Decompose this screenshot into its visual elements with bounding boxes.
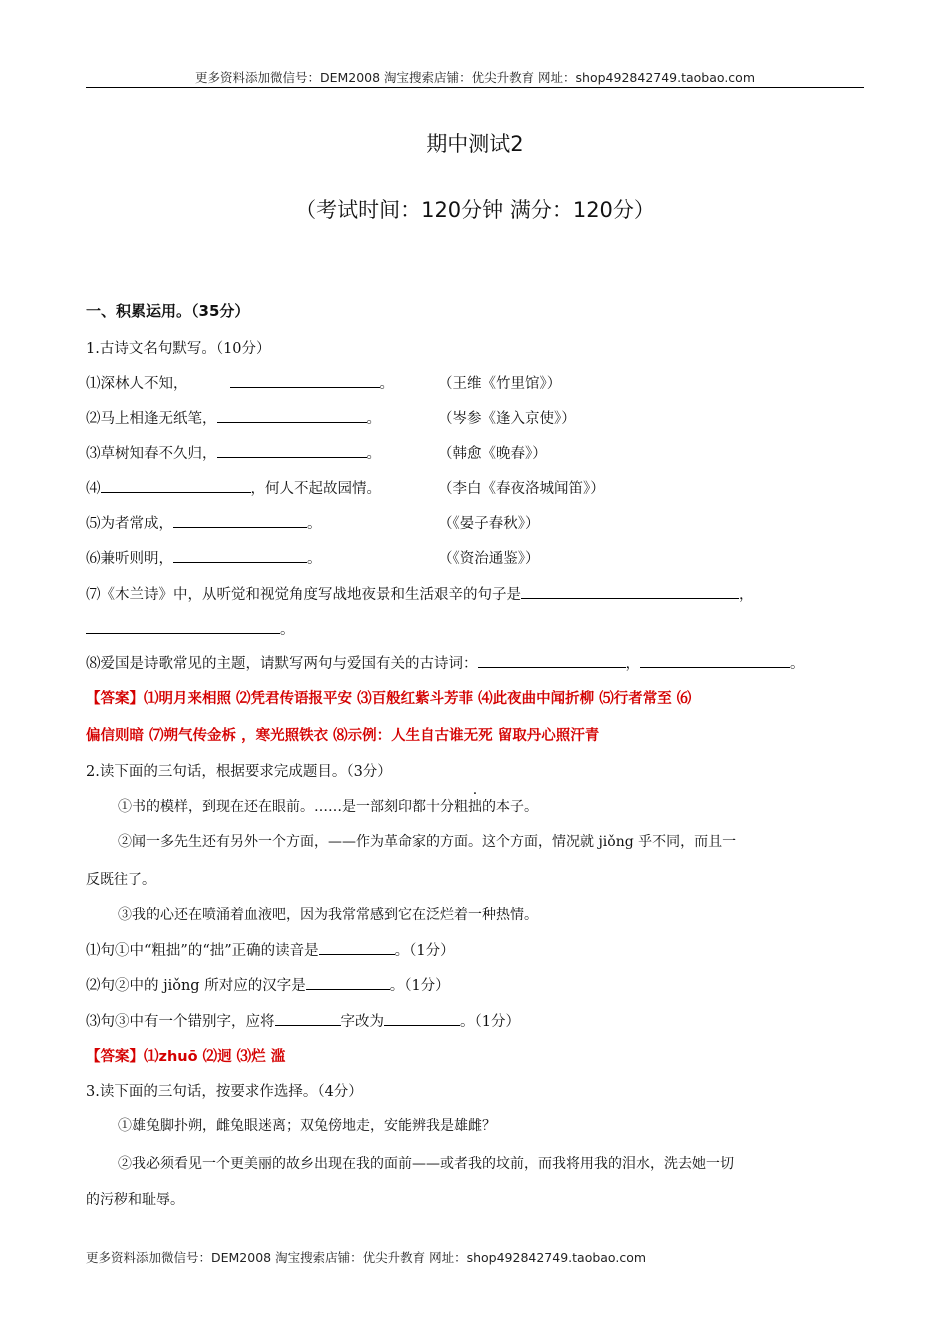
- q1-item-6-source: （《资治通鉴》）: [438, 551, 540, 567]
- answer-blank[interactable]: [230, 373, 380, 388]
- page-header: 更多资料添加微信号：DEM2008 淘宝搜索店铺：优尖升教育 网址：shop492842749.taobao.com: [194, 70, 756, 85]
- q2-sentence-2-cont: 反既往了。: [86, 872, 156, 888]
- answer-blank[interactable]: [101, 478, 251, 493]
- q1-item-1-end: 。: [379, 376, 394, 392]
- answer-blank[interactable]: [521, 584, 739, 599]
- q2-sub-2: [86, 974, 450, 995]
- q1-item-1-source: （王维《竹里馆》）: [438, 376, 562, 392]
- q2-sub-3-mid: 字改为: [340, 1014, 384, 1030]
- answer-blank[interactable]: [306, 975, 390, 990]
- dotted-char: 拙: [468, 799, 482, 815]
- q2-sub-1: [86, 939, 455, 960]
- q1-item-5-end: 。: [307, 516, 322, 532]
- q3-sentence-2-cont: 的污秽和耻辱。: [86, 1192, 184, 1208]
- q1-item-3-text: ⑶草树知春不久归，: [86, 446, 217, 462]
- answer-blank[interactable]: [217, 408, 367, 423]
- q2-sub-3-end: 。（1分）: [460, 1014, 520, 1030]
- q1-item-3-source: （韩愈《晚春》）: [438, 446, 547, 462]
- answer-blank[interactable]: [217, 443, 367, 458]
- q1-item-3: [86, 442, 381, 463]
- page-title: 期中测试2: [426, 132, 524, 156]
- q1-item-1-text: ⑴深林人不知，: [86, 376, 188, 392]
- q2-sentence-1: [118, 796, 538, 816]
- q1-answer-line-2: 偏信则暗 ⑺朔气传金柝 ，寒光照铁衣 ⑻示例：人生自古谁无死 留取丹心照汗青: [86, 728, 600, 744]
- q1-item-5-source: （《晏子春秋》）: [438, 516, 540, 532]
- q2-sub-1-end: 。（1分）: [394, 943, 455, 959]
- q1-item-2: [86, 407, 381, 428]
- answer-blank[interactable]: [275, 1011, 341, 1026]
- q1-item-5: [86, 512, 322, 533]
- q1-item-2-source: （岑参《逢入京使》）: [438, 411, 576, 427]
- q2-sentence-1-text: ①书的模样，到现在还在眼前。……是一部刻印都十分粗: [118, 799, 468, 815]
- q1-item-7-end: 。: [280, 622, 295, 638]
- q1-item-8-comma: ，: [625, 656, 640, 672]
- q1-item-8-text: ⑻爱国是诗歌常见的主题，请默写两句与爱国有关的古诗词：: [86, 656, 478, 672]
- q1-item-7-cont: [86, 618, 295, 639]
- q1-item-1: [86, 372, 394, 393]
- q1-item-4-source: （李白《春夜洛城闻笛》）: [438, 481, 605, 497]
- q2-answer: 【答案】⑴zhuō ⑵迥 ⑶烂 滥: [86, 1049, 286, 1065]
- q1-item-6-text: ⑹兼听则明，: [86, 551, 173, 567]
- q1-item-4: [86, 477, 381, 498]
- q2-sub-2-end: 。（1分）: [389, 978, 450, 994]
- q1-item-8: [86, 652, 805, 673]
- q3-sentence-2: ②我必须看见一个更美丽的故乡出现在我的面前——或者我的坟前，而我将用我的泪水，洗去她一切: [118, 1156, 734, 1172]
- answer-blank[interactable]: [640, 653, 790, 668]
- answer-blank[interactable]: [173, 513, 307, 528]
- q1-item-6-end: 。: [307, 551, 322, 567]
- q1-item-3-end: 。: [366, 446, 381, 462]
- question-2-stem: 2.读下面的三句话，根据要求完成题目。（3分）: [86, 764, 392, 780]
- q1-item-4-end: ，何人不起故园情。: [250, 481, 381, 497]
- q1-item-2-end: 。: [366, 411, 381, 427]
- q2-sub-2-text: ⑵句②中的 jiǒng 所对应的汉字是: [86, 978, 306, 994]
- q1-item-6: [86, 547, 322, 568]
- q1-item-7: [86, 583, 754, 604]
- answer-blank[interactable]: [86, 619, 280, 634]
- q1-item-7-comma: ，: [739, 587, 754, 603]
- q1-item-4-text: ⑷: [86, 481, 101, 497]
- q2-sub-3-text: ⑶句③中有一个错别字，应将: [86, 1014, 275, 1030]
- answer-blank[interactable]: [478, 653, 626, 668]
- q2-sub-3: [86, 1010, 520, 1031]
- q2-sentence-1-end: 的本子。: [482, 799, 538, 815]
- answer-blank[interactable]: [319, 940, 395, 955]
- q1-item-8-end: 。: [790, 656, 805, 672]
- q2-sentence-2: ②闻一多先生还有另外一个方面，——作为革命家的方面。这个方面，情况就 jiǒng 乎不同，而且一: [118, 834, 737, 850]
- question-1-stem: 1.古诗文名句默写。（10分）: [86, 341, 271, 357]
- header-divider: [86, 87, 864, 88]
- q1-item-5-text: ⑸为者常成，: [86, 516, 173, 532]
- q1-item-7-text: ⑺《木兰诗》中，从听觉和视觉角度写战地夜景和生活艰辛的句子是: [86, 587, 521, 603]
- question-3-stem: 3.读下面的三句话，按要求作选择。（4分）: [86, 1084, 363, 1100]
- page-footer: 更多资料添加微信号：DEM2008 淘宝搜索店铺：优尖升教育 网址：shop492842749.taobao.com: [86, 1250, 647, 1265]
- section-heading: 一、积累运用。（35分）: [86, 302, 250, 320]
- q1-item-2-text: ⑵马上相逢无纸笔，: [86, 411, 217, 427]
- q1-answer-line-1: 【答案】⑴明月来相照 ⑵凭君传语报平安 ⑶百般红紫斗芳菲 ⑷此夜曲中闻折柳 ⑸行者常至 ⑹: [86, 691, 692, 707]
- q2-sentence-3: ③我的心还在喷涌着血液吧，因为我常常感到它在泛烂着一种热情。: [118, 907, 538, 923]
- q2-sub-1-text: ⑴句①中“粗拙”的“拙”正确的读音是: [86, 943, 319, 959]
- q3-sentence-1: ①雄兔脚扑朔，雌兔眼迷离；双兔傍地走，安能辨我是雄雌？: [118, 1118, 496, 1134]
- answer-blank[interactable]: [173, 548, 307, 563]
- answer-blank[interactable]: [384, 1011, 460, 1026]
- exam-info: （考试时间：120分钟 满分：120分）: [295, 198, 655, 222]
